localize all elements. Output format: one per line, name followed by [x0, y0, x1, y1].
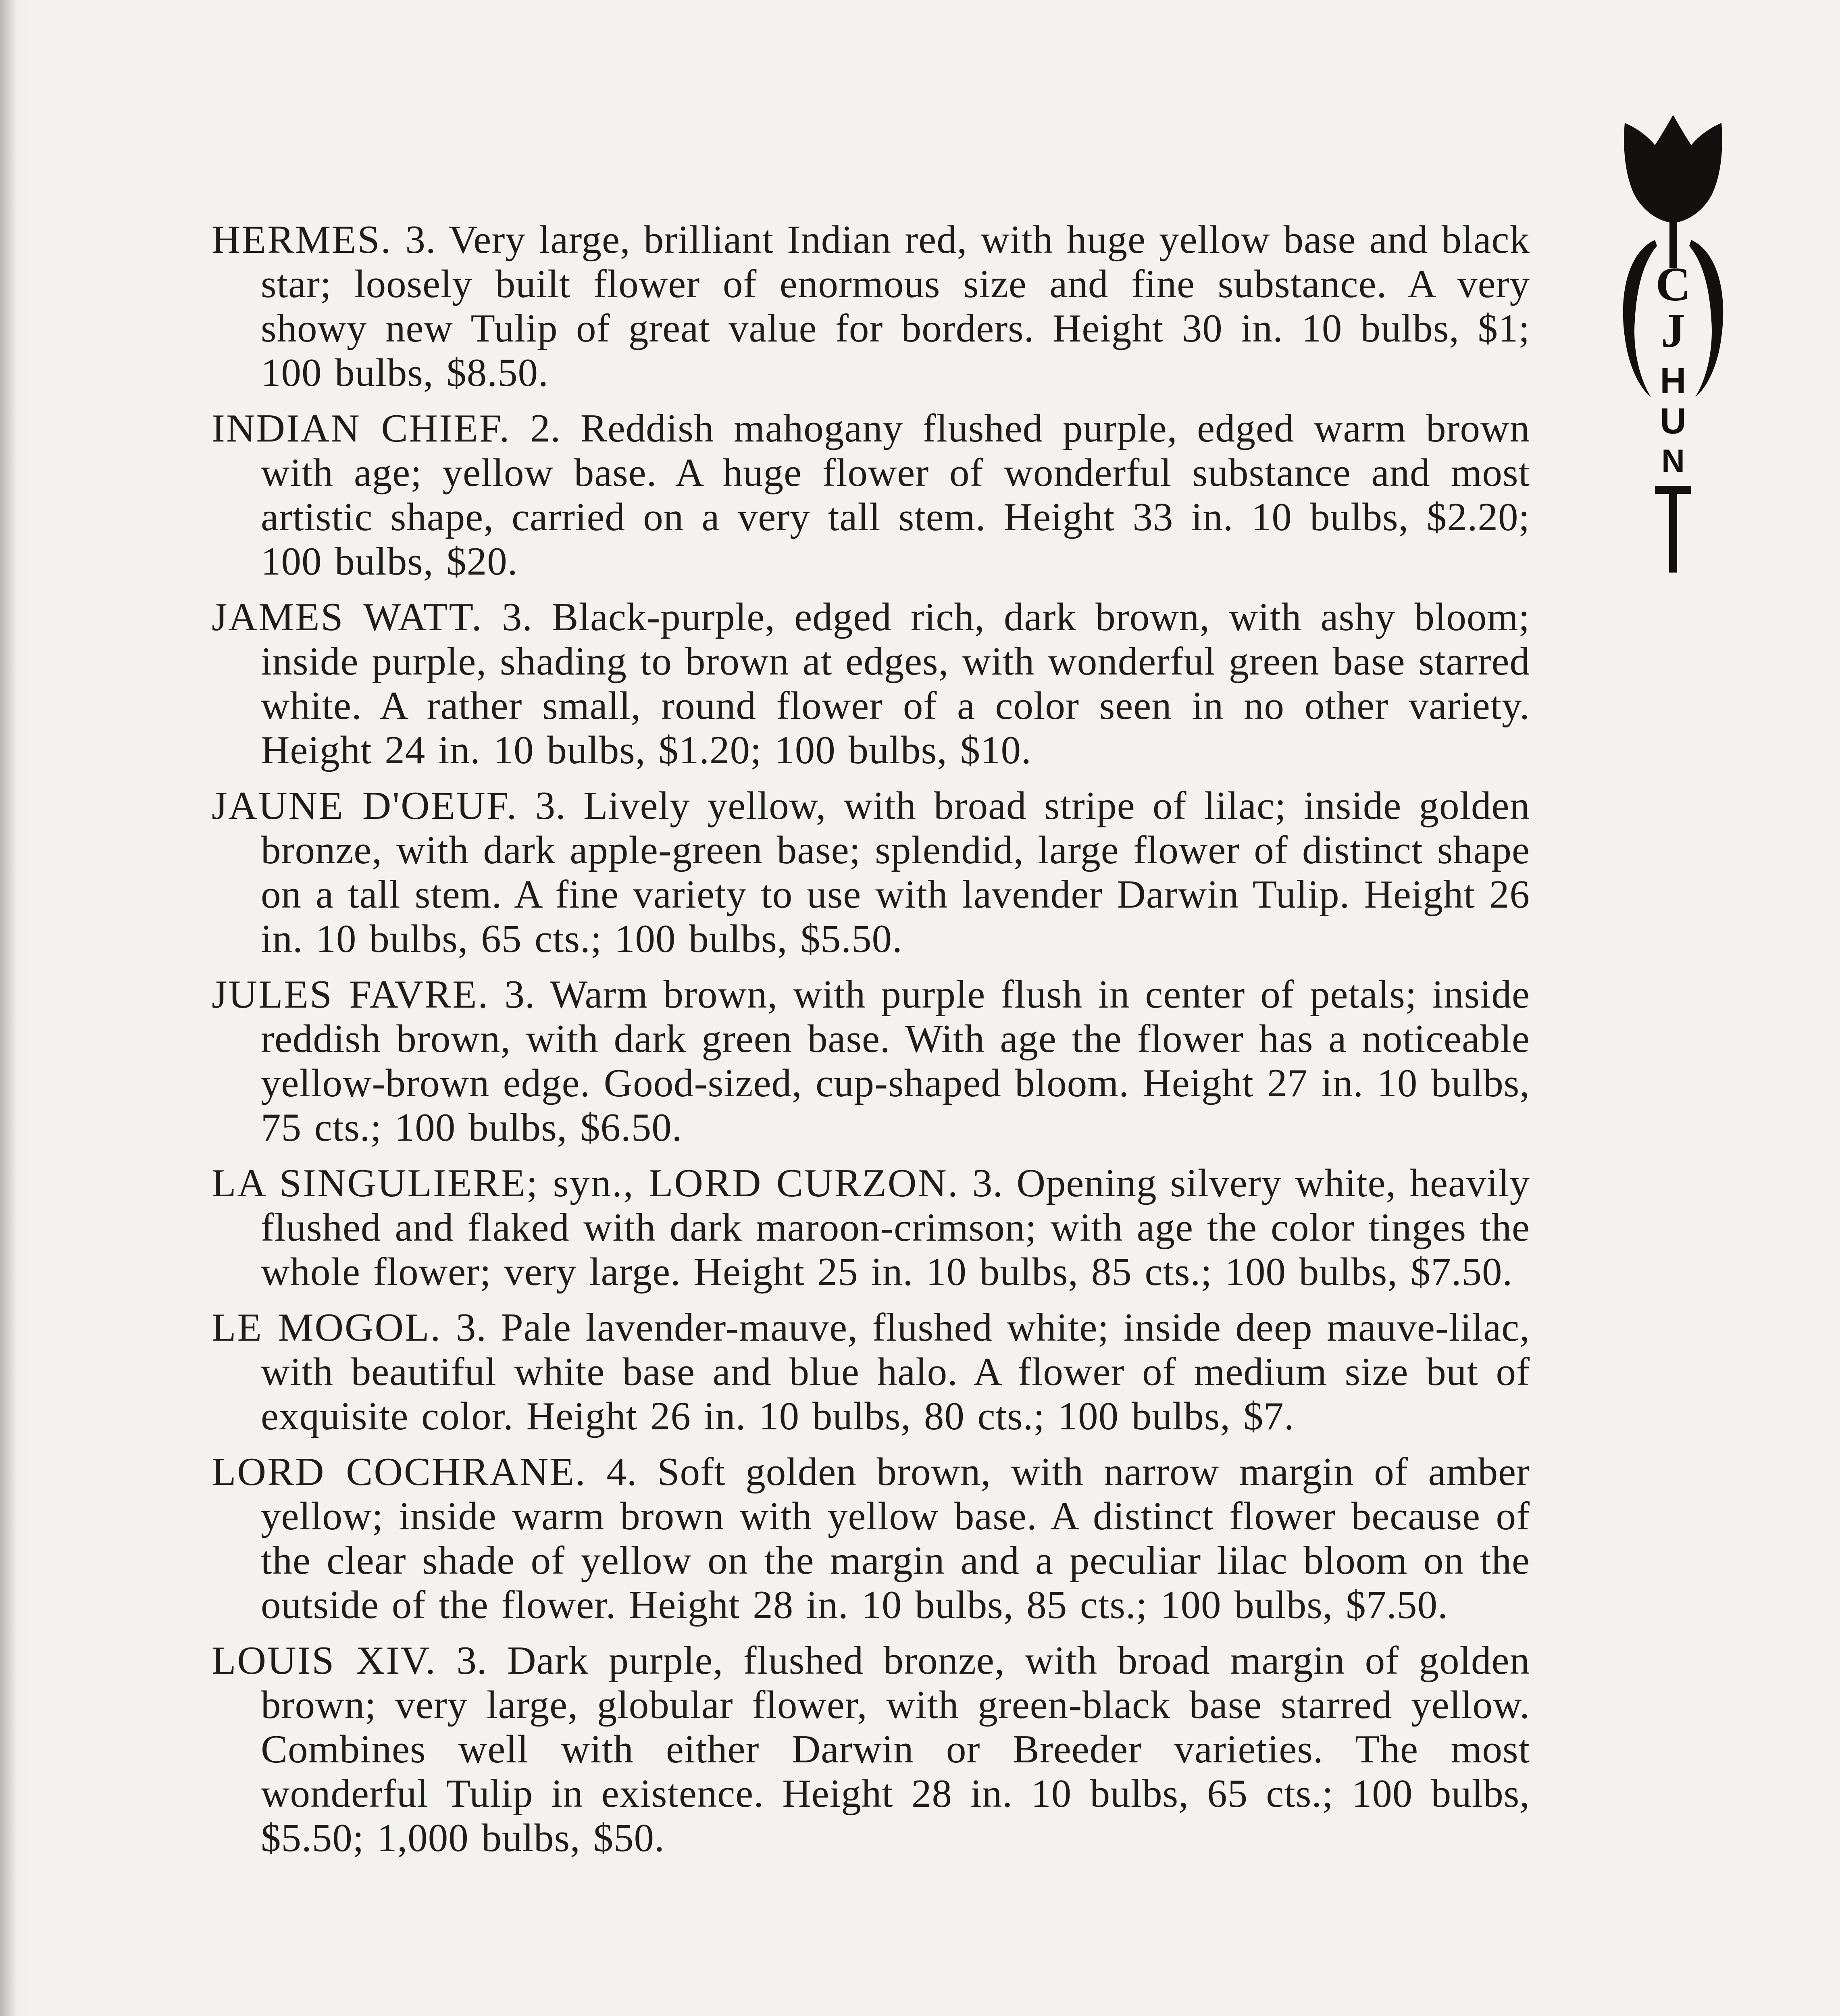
- entry-description: 3. Dark purple, flushed bronze, with broad margin of golden brown; very large, globular flower, with green-black base starred yellow. Combines well with either Darwin or Breeder varieties. The most wonderful Tulip in existence. Height 28 in. 10 bulbs, 65 cts.; 100 bulbs, $5.50; 1,000 bulbs, $50.: [261, 1639, 1530, 1860]
- svg-text:J: J: [1661, 304, 1685, 357]
- tulip-monogram-icon: [1607, 111, 1740, 575]
- list-item: [212, 218, 1530, 395]
- entry-description: 3. Warm brown, with purple flush in center of petals; inside reddish brown, with dark green base. With age the flower has a noticeable yellow-brown edge. Good-sized, cup-shaped bloom. Height 27 in. 10 bulbs, 75 cts.; 100 bulbs, $6.50.: [261, 973, 1530, 1150]
- list-item: [212, 1306, 1530, 1439]
- list-item: [212, 784, 1530, 961]
- svg-text:N: N: [1661, 443, 1685, 479]
- list-item: [212, 1639, 1530, 1860]
- svg-text:U: U: [1660, 401, 1686, 442]
- svg-text:C: C: [1655, 257, 1691, 311]
- spine-shadow: [0, 0, 16, 2016]
- entry-name: INDIAN CHIEF.: [212, 406, 511, 450]
- entry-name: JAMES WATT.: [212, 595, 483, 639]
- entry-description: 3. Opening silvery white, heavily flushed and flaked with dark maroon-crimson; with age the color tinges the whole flower; very large. Height 25 in. 10 bulbs, 85 cts.; 100 bulbs, $7.50.: [261, 1161, 1530, 1294]
- entry-name: LORD COCHRANE.: [212, 1450, 587, 1494]
- list-item: [212, 1161, 1530, 1294]
- entry-description: 4. Soft golden brown, with narrow margin of amber yellow; inside warm brown with yellow base. A distinct flower because of the clear shade of yellow on the margin and a peculiar lilac bloom on the outside of the flower. Height 28 in. 10 bulbs, 85 cts.; 100 bulbs, $7.50.: [261, 1450, 1530, 1627]
- svg-text:H: H: [1660, 361, 1686, 401]
- entry-name: LA SINGULIERE; syn., LORD CURZON.: [212, 1161, 959, 1205]
- tulip-list: [212, 218, 1530, 1872]
- list-item: [212, 595, 1530, 773]
- entry-description: 3. Very large, brilliant Indian red, with huge yellow base and black star; loosely built flower of enormous size and fine substance. A very showy new Tulip of great value for borders. Height 30 in. 10 bulbs, $1; 100 bulbs, $8.50.: [261, 218, 1530, 395]
- entry-name: LOUIS XIV.: [212, 1639, 437, 1683]
- entry-description: 3. Pale lavender-mauve, flushed white; inside deep mauve-lilac, with beautiful white base and blue halo. A flower of medium size but of exquisite color. Height 26 in. 10 bulbs, 80 cts.; 100 bulbs, $7.: [261, 1306, 1530, 1438]
- list-item: [212, 973, 1530, 1150]
- entry-name: JAUNE D'OEUF.: [212, 784, 518, 828]
- list-item: [212, 406, 1530, 584]
- entry-name: LE MOGOL.: [212, 1306, 442, 1350]
- entry-description: 3. Black-purple, edged rich, dark brown, with ashy bloom; inside purple, shading to brown at edges, with wonderful green base starred white. A rather small, round flower of a color seen in no other variety. Height 24 in. 10 bulbs, $1.20; 100 bulbs, $10.: [261, 595, 1530, 772]
- entry-description: 3. Lively yellow, with broad stripe of lilac; inside golden bronze, with dark apple-green base; splendid, large flower of distinct shape on a tall stem. A fine variety to use with lavender Darwin Tulip. Height 26 in. 10 bulbs, 65 cts.; 100 bulbs, $5.50.: [261, 784, 1530, 961]
- entry-name: JULES FAVRE.: [212, 973, 489, 1016]
- entry-name: HERMES.: [212, 218, 392, 262]
- entry-description: 2. Reddish mahogany flushed purple, edged warm brown with age; yellow base. A huge flower of wonderful substance and most artistic shape, carried on a very tall stem. Height 33 in. 10 bulbs, $2.20; 100 bulbs, $20.: [261, 406, 1530, 583]
- list-item: [212, 1450, 1530, 1627]
